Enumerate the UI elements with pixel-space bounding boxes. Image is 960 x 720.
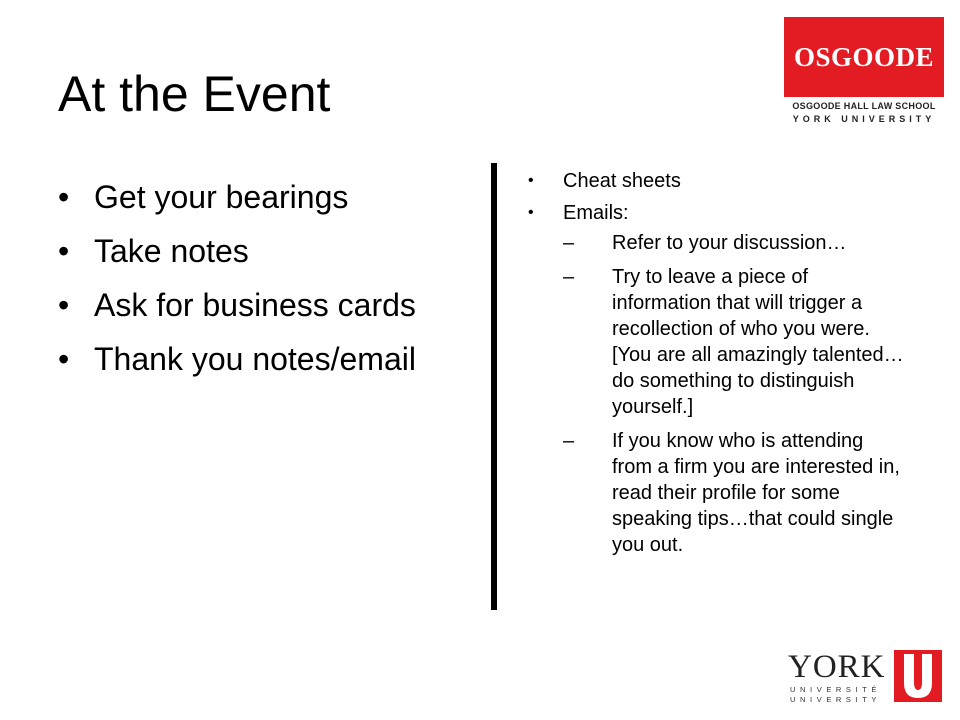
- left-bullet-list: [58, 170, 416, 386]
- york-logo-wordmark: YORK: [788, 649, 886, 685]
- right-bullet-list: [528, 168, 908, 566]
- list-item-text: Get your bearings: [94, 179, 349, 215]
- list-item: [528, 168, 908, 194]
- list-item-text: Ask for business cards: [94, 287, 416, 323]
- osgoode-logo: [784, 17, 944, 129]
- sub-list-item: [528, 428, 908, 558]
- list-item-text: Take notes: [94, 233, 249, 269]
- slide-title: At the Event: [58, 66, 331, 122]
- bullet-icon: •: [528, 204, 534, 221]
- sub-list-item: [528, 264, 908, 420]
- sub-list-item-text: If you know who is attending from a firm you are interested in, read their profile for some speaking tips…that could single you out.: [612, 430, 900, 556]
- osgoode-logo-line2: YORK UNIVERSITY: [792, 114, 936, 124]
- bullet-icon: •: [58, 287, 70, 323]
- york-logo-line2: UNIVERSITY: [790, 695, 882, 704]
- osgoode-logo-wordmark: OSGOODE: [784, 17, 944, 97]
- bullet-icon: •: [528, 172, 534, 189]
- list-item-text: Cheat sheets: [563, 170, 681, 192]
- sub-list-item: [528, 230, 908, 256]
- list-item: [58, 224, 416, 278]
- bullet-icon: •: [58, 341, 70, 377]
- dash-icon: –: [563, 232, 575, 254]
- bullet-icon: •: [58, 233, 70, 269]
- york-logo-line1: UNIVERSITÉ: [790, 685, 882, 694]
- bullet-icon: •: [58, 179, 70, 215]
- york-u-icon: [894, 650, 942, 702]
- list-item-text: Emails:: [563, 202, 629, 224]
- sub-list-item-text: Refer to your discussion…: [612, 232, 847, 254]
- osgoode-logo-line1: OSGOODE HALL LAW SCHOOL: [792, 101, 936, 111]
- sub-list-item-text: Try to leave a piece of information that will trigger a recollection of who you were. [You are all amazingly talented…do something to distinguish yourself.]: [612, 266, 904, 418]
- list-item: [528, 200, 908, 558]
- list-item: [58, 278, 416, 332]
- column-divider: [491, 163, 497, 610]
- dash-icon: –: [563, 430, 575, 452]
- email-sub-list: [563, 230, 908, 558]
- list-item: [58, 332, 416, 386]
- list-item-text: Thank you notes/email: [94, 341, 416, 377]
- dash-icon: –: [563, 266, 575, 288]
- list-item: [58, 170, 416, 224]
- york-university-logo: [788, 650, 944, 702]
